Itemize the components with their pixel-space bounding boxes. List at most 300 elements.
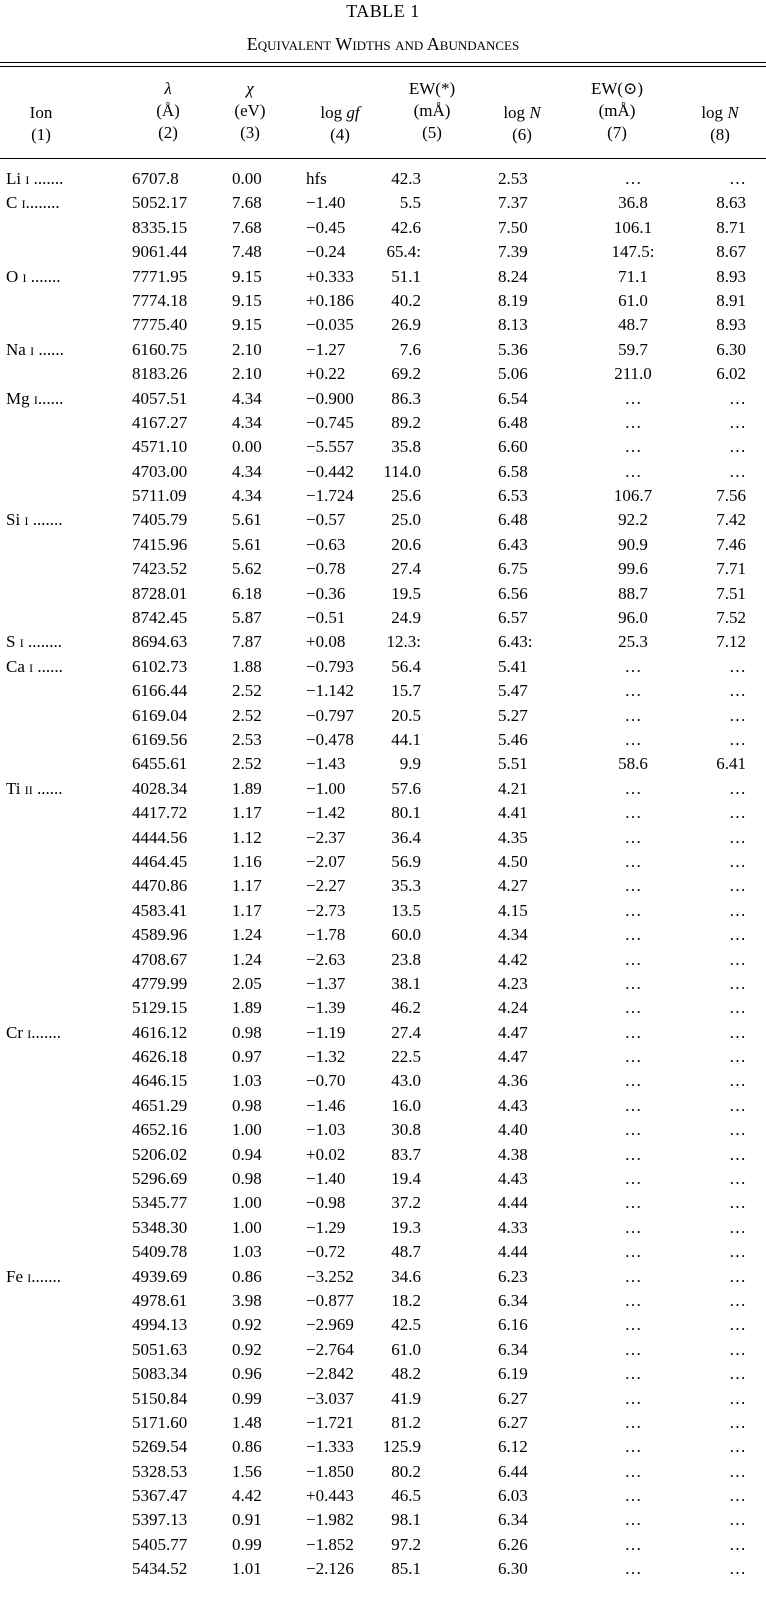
cell-logn-star: 6.19 — [498, 1364, 528, 1384]
cell-logn-sun: 8.67 — [716, 242, 746, 262]
cell-wavelength: 5434.52 — [132, 1559, 188, 1579]
cell-logn-sun: 8.91 — [716, 290, 746, 310]
cell-ew-sun: 147.5: — [611, 242, 655, 262]
cell-loggf: −0.478 — [306, 729, 354, 749]
cell-ew-sun: … — [624, 1242, 642, 1262]
cell-ew-sun: 106.1 — [613, 217, 653, 237]
cell-loggf: hfs — [306, 169, 327, 188]
cell-logn-star: 6.16 — [498, 1315, 528, 1335]
cell-ew-star: 20.5 — [391, 705, 421, 725]
cell-ew-star: 23.8 — [391, 949, 421, 969]
cell-logn-sun: 7.46 — [716, 534, 746, 554]
cell-excitation: 0.91 — [232, 1510, 262, 1530]
cell-logn-sun: … — [729, 1412, 746, 1432]
cell-ew-sun: … — [624, 900, 642, 920]
cell-wavelength: 4626.18 — [132, 1047, 188, 1067]
cell-loggf: −1.982 — [306, 1510, 354, 1530]
cell-excitation: 0.92 — [232, 1339, 262, 1359]
cell-logn-sun: … — [729, 1437, 746, 1457]
cell-ew-star: 22.5 — [391, 1047, 421, 1067]
cell-ew-star: 42.6 — [391, 217, 421, 237]
cell-wavelength: 4646.15 — [132, 1071, 188, 1091]
col-header-chi-unit: (eV) — [234, 101, 266, 120]
cell-wavelength: 4779.99 — [132, 973, 188, 993]
cell-excitation: 1.24 — [232, 925, 262, 945]
cell-wavelength: 4651.29 — [132, 1095, 188, 1115]
cell-ew-star: 61.0 — [391, 1339, 421, 1359]
cell-logn-star: 4.44 — [498, 1193, 528, 1213]
cell-ew-star: 42.5 — [391, 1315, 421, 1335]
col-header-lambda-symbol: λ — [164, 79, 172, 98]
cell-excitation: 1.01 — [232, 1559, 262, 1579]
cell-wavelength: 4994.13 — [132, 1315, 188, 1335]
cell-logn-sun: 7.56 — [716, 486, 746, 506]
cell-logn-star: 5.46 — [498, 729, 528, 749]
table-row — [0, 728, 766, 752]
cell-wavelength: 4708.67 — [132, 949, 188, 969]
cell-ew-sun: 58.6 — [618, 754, 648, 774]
cell-ew-sun: … — [624, 1437, 642, 1457]
table-row — [0, 1045, 766, 1069]
cell-ew-sun: … — [624, 1169, 642, 1189]
cell-wavelength: 4057.51 — [132, 388, 188, 408]
cell-logn-star: 7.39 — [498, 242, 528, 262]
cell-ew-star: 46.5 — [391, 1486, 421, 1506]
cell-excitation: 1.12 — [232, 827, 262, 847]
cell-loggf: +0.08 — [306, 632, 346, 652]
cell-logn-star: 6.48 — [498, 412, 528, 432]
cell-loggf: −0.98 — [306, 1193, 346, 1213]
cell-logn-star: 6.54 — [498, 388, 528, 408]
cell-ew-sun: … — [624, 973, 642, 993]
cell-ew-star: 40.2 — [391, 290, 421, 310]
cell-ew-sun: … — [624, 437, 642, 457]
cell-loggf: +0.443 — [306, 1486, 354, 1506]
cell-ew-sun: … — [624, 778, 642, 798]
cell-excitation: 4.42 — [232, 1486, 262, 1506]
cell-loggf: −1.42 — [306, 803, 346, 823]
cell-ew-star: 125.9 — [382, 1437, 421, 1457]
cell-logn-star: 7.50 — [498, 217, 528, 237]
cell-excitation: 0.98 — [232, 1095, 262, 1115]
cell-excitation: 2.05 — [232, 973, 262, 993]
cell-logn-star: 4.21 — [498, 778, 528, 798]
cell-wavelength: 4583.41 — [132, 900, 188, 920]
cell-ew-sun: … — [624, 1120, 642, 1140]
col-header-ew-sun-number: (7) — [607, 123, 627, 142]
cell-ew-star: 57.6 — [391, 778, 421, 798]
table-row — [0, 313, 766, 337]
cell-excitation: 1.56 — [232, 1461, 262, 1481]
cell-logn-star: 4.47 — [498, 1022, 528, 1042]
cell-loggf: −2.37 — [306, 827, 346, 847]
cell-wavelength: 7774.18 — [132, 290, 188, 310]
table-row — [0, 265, 766, 289]
cell-ew-sun: … — [624, 851, 642, 871]
cell-excitation: 5.61 — [232, 534, 262, 554]
cell-ew-sun: … — [624, 1461, 642, 1481]
cell-excitation: 0.98 — [232, 1169, 262, 1189]
cell-ew-sun: … — [624, 1388, 642, 1408]
table-row — [0, 1313, 766, 1337]
cell-logn-sun: … — [729, 1193, 746, 1213]
cell-ew-sun: 90.9 — [618, 534, 648, 554]
cell-wavelength: 5409.78 — [132, 1242, 188, 1262]
cell-ew-sun: … — [624, 1290, 642, 1310]
cell-ew-star: 20.6 — [391, 534, 421, 554]
cell-loggf: −1.333 — [306, 1437, 354, 1457]
cell-logn-sun: … — [729, 1315, 746, 1335]
cell-wavelength: 8728.01 — [132, 583, 188, 603]
table-row — [0, 1240, 766, 1264]
cell-ew-star: 9.9 — [399, 754, 421, 774]
cell-logn-sun: … — [729, 437, 746, 457]
cell-wavelength: 8335.15 — [132, 217, 188, 237]
cell-logn-star: 6.27 — [498, 1388, 528, 1408]
table-row — [0, 1069, 766, 1093]
cell-excitation: 4.34 — [232, 461, 262, 481]
cell-wavelength: 5052.17 — [132, 193, 188, 213]
cell-logn-star: 8.19 — [498, 290, 528, 310]
table-row — [0, 508, 766, 532]
cell-loggf: −1.27 — [306, 339, 346, 359]
cell-excitation: 5.61 — [232, 510, 262, 530]
cell-excitation: 2.10 — [232, 364, 262, 384]
cell-wavelength: 5397.13 — [132, 1510, 188, 1530]
cell-excitation: 6.18 — [232, 583, 262, 603]
cell-loggf: −0.57 — [306, 510, 346, 530]
table-row — [0, 679, 766, 703]
cell-excitation: 3.98 — [232, 1290, 262, 1310]
cell-wavelength: 5328.53 — [132, 1461, 188, 1481]
cell-excitation: 0.99 — [232, 1388, 262, 1408]
cell-ew-sun: 92.2 — [618, 510, 648, 530]
cell-wavelength: 4470.86 — [132, 876, 188, 896]
cell-loggf: −1.32 — [306, 1047, 346, 1067]
table-row — [0, 1265, 766, 1289]
cell-loggf: −1.46 — [306, 1095, 346, 1115]
col-header-ion — [6, 102, 76, 146]
col-header-chi-number: (3) — [240, 123, 260, 142]
cell-logn-star: 6.27 — [498, 1412, 528, 1432]
cell-wavelength: 4444.56 — [132, 827, 188, 847]
cell-ew-sun: … — [624, 1412, 642, 1432]
cell-ew-star: 48.2 — [391, 1364, 421, 1384]
cell-excitation: 0.96 — [232, 1364, 262, 1384]
table-title: TABLE 1 — [346, 1, 420, 21]
cell-logn-sun: … — [729, 1388, 746, 1408]
cell-logn-sun: … — [729, 1510, 746, 1530]
cell-logn-sun: 7.52 — [716, 608, 746, 628]
cell-excitation: 1.89 — [232, 998, 262, 1018]
table-row — [0, 289, 766, 313]
cell-logn-star: 6.34 — [498, 1510, 528, 1530]
cell-logn-star: 4.34 — [498, 925, 528, 945]
cell-loggf: −0.72 — [306, 1242, 346, 1262]
cell-wavelength: 6169.04 — [132, 705, 188, 725]
cell-wavelength: 5150.84 — [132, 1388, 188, 1408]
cell-wavelength: 5367.47 — [132, 1486, 188, 1506]
cell-ew-sun: … — [624, 876, 642, 896]
cell-excitation: 9.15 — [232, 290, 262, 310]
cell-loggf: −0.035 — [306, 315, 354, 335]
cell-ew-sun: … — [624, 1534, 642, 1554]
cell-logn-sun: … — [729, 803, 746, 823]
cell-wavelength: 4589.96 — [132, 925, 188, 945]
cell-ew-star: 26.9 — [391, 315, 421, 335]
cell-logn-star: 6.57 — [498, 608, 528, 628]
table-row — [0, 606, 766, 630]
table-row — [0, 1435, 766, 1459]
cell-loggf: −0.797 — [306, 705, 354, 725]
cell-logn-sun: … — [729, 925, 746, 945]
cell-wavelength: 5171.60 — [132, 1412, 188, 1432]
cell-excitation: 1.17 — [232, 900, 262, 920]
col-header-lambda-unit: (Å) — [156, 101, 180, 120]
cell-logn-sun: 8.71 — [716, 217, 746, 237]
cell-excitation: 5.87 — [232, 608, 262, 628]
cell-logn-sun: … — [729, 1120, 746, 1140]
cell-loggf: −0.24 — [306, 242, 346, 262]
cell-ew-sun: … — [624, 705, 642, 725]
cell-ew-sun: 88.7 — [618, 583, 648, 603]
cell-ew-sun: … — [624, 925, 642, 945]
cell-logn-sun: … — [729, 1022, 746, 1042]
cell-ew-star: 56.9 — [391, 851, 421, 871]
cell-loggf: −1.37 — [306, 973, 346, 993]
cell-logn-star: 5.27 — [498, 705, 528, 725]
cell-ion: Li i ....... — [6, 169, 64, 188]
cell-logn-sun: … — [729, 900, 746, 920]
table-row — [0, 948, 766, 972]
cell-logn-sun: 6.02 — [716, 364, 746, 384]
cell-ew-sun: … — [624, 1022, 642, 1042]
cell-ew-sun: … — [624, 656, 642, 676]
cell-logn-sun: … — [729, 388, 746, 408]
cell-wavelength: 7415.96 — [132, 534, 188, 554]
cell-wavelength: 4652.16 — [132, 1120, 188, 1140]
table-row — [0, 411, 766, 435]
col-header-loggf-label: log gf — [320, 103, 360, 122]
table-row — [0, 655, 766, 679]
cell-excitation: 0.86 — [232, 1266, 262, 1286]
cell-ew-sun: … — [624, 949, 642, 969]
cell-loggf: −2.842 — [306, 1364, 354, 1384]
cell-ew-sun: … — [624, 1339, 642, 1359]
cell-logn-star: 6.58 — [498, 461, 528, 481]
table-row — [0, 1387, 766, 1411]
table-row — [0, 1460, 766, 1484]
cell-logn-sun: … — [729, 705, 746, 725]
cell-loggf: −5.557 — [306, 437, 354, 457]
cell-ew-sun: 61.0 — [618, 290, 648, 310]
cell-loggf: −1.721 — [306, 1412, 354, 1432]
cell-excitation: 4.34 — [232, 486, 262, 506]
cell-loggf: −1.78 — [306, 925, 346, 945]
table-row — [0, 1508, 766, 1532]
table-row — [0, 1094, 766, 1118]
cell-logn-star: 6.34 — [498, 1339, 528, 1359]
cell-ew-star: 18.2 — [391, 1290, 421, 1310]
cell-ion: S i ........ — [6, 632, 62, 652]
cell-logn-sun: 8.93 — [716, 266, 746, 286]
cell-loggf: −1.39 — [306, 998, 346, 1018]
table-row — [0, 435, 766, 459]
cell-logn-sun: … — [729, 1339, 746, 1359]
table-row — [0, 191, 766, 215]
cell-logn-star: 4.43 — [498, 1169, 528, 1189]
header-top-rule — [0, 62, 766, 63]
cell-excitation: 7.48 — [232, 242, 262, 262]
cell-loggf: −0.442 — [306, 461, 354, 481]
cell-wavelength: 4703.00 — [132, 461, 188, 481]
cell-loggf: −2.764 — [306, 1339, 354, 1359]
cell-ew-sun: 36.8 — [618, 193, 648, 213]
cell-logn-star: 6.44 — [498, 1461, 528, 1481]
cell-wavelength: 5348.30 — [132, 1217, 188, 1237]
cell-logn-sun: … — [729, 998, 746, 1018]
cell-ew-star: 38.1 — [391, 973, 421, 993]
cell-wavelength: 6455.61 — [132, 754, 188, 774]
table-row — [0, 338, 766, 362]
cell-ew-star: 56.4 — [391, 656, 421, 676]
cell-logn-sun: … — [729, 1486, 746, 1506]
cell-wavelength: 7405.79 — [132, 510, 188, 530]
table-row — [0, 484, 766, 508]
cell-loggf: −1.142 — [306, 681, 354, 701]
cell-logn-sun: … — [729, 876, 746, 896]
cell-loggf: −1.00 — [306, 778, 346, 798]
cell-ew-sun: … — [624, 998, 642, 1018]
cell-ew-sun: … — [624, 803, 642, 823]
table-row — [0, 801, 766, 825]
cell-logn-sun: … — [729, 1534, 746, 1554]
cell-logn-sun: … — [729, 681, 746, 701]
cell-excitation: 2.52 — [232, 754, 262, 774]
cell-logn-star: 4.41 — [498, 803, 528, 823]
cell-logn-star: 6.48 — [498, 510, 528, 530]
cell-excitation: 1.00 — [232, 1217, 262, 1237]
col-header-lambda-number: (2) — [158, 123, 178, 142]
cell-ew-star: 44.1 — [391, 729, 421, 749]
col-header-ew-star-number: (5) — [422, 123, 442, 142]
cell-logn-star: 4.43 — [498, 1095, 528, 1115]
cell-logn-sun: … — [729, 827, 746, 847]
cell-loggf: −0.36 — [306, 583, 346, 603]
cell-loggf: −1.43 — [306, 754, 346, 774]
cell-excitation: 1.48 — [232, 1412, 262, 1432]
cell-loggf: −0.78 — [306, 559, 346, 579]
cell-ew-sun: … — [624, 461, 642, 481]
table-row — [0, 1411, 766, 1435]
cell-wavelength: 5711.09 — [132, 486, 187, 506]
cell-ew-star: 36.4 — [391, 827, 421, 847]
col-header-logn-sun-label: log N — [701, 103, 739, 122]
cell-wavelength: 5206.02 — [132, 1144, 188, 1164]
cell-ew-star: 35.8 — [391, 437, 421, 457]
cell-wavelength: 4978.61 — [132, 1290, 188, 1310]
cell-ew-sun: … — [624, 1510, 642, 1530]
cell-wavelength: 5051.63 — [132, 1339, 188, 1359]
cell-ion: Mg i...... — [6, 388, 64, 408]
cell-ew-star: 19.4 — [391, 1169, 421, 1189]
cell-loggf: −1.03 — [306, 1120, 346, 1140]
cell-ew-star: 46.2 — [391, 998, 421, 1018]
cell-loggf: −1.40 — [306, 193, 346, 213]
cell-excitation: 1.89 — [232, 778, 262, 798]
cell-excitation: 0.98 — [232, 1022, 262, 1042]
cell-logn-star: 4.24 — [498, 998, 528, 1018]
cell-loggf: −1.40 — [306, 1169, 346, 1189]
cell-ew-star: 25.0 — [391, 510, 421, 530]
cell-ion: Fe i....... — [6, 1266, 61, 1286]
cell-wavelength: 4167.27 — [132, 412, 188, 432]
cell-logn-star: 4.40 — [498, 1120, 528, 1140]
table-row — [0, 899, 766, 923]
cell-ew-star: 86.3 — [391, 388, 421, 408]
cell-excitation: 2.52 — [232, 705, 262, 725]
cell-ew-sun: … — [624, 1266, 642, 1286]
cell-logn-star: 6.43: — [498, 632, 533, 652]
cell-ew-star: 51.1 — [391, 266, 421, 286]
cell-ew-sun: … — [624, 1486, 642, 1506]
cell-loggf: +0.333 — [306, 266, 354, 286]
cell-logn-star: 4.27 — [498, 876, 528, 896]
cell-logn-star: 5.06 — [498, 364, 528, 384]
cell-logn-star: 4.15 — [498, 900, 528, 920]
cell-ew-star: 42.3 — [391, 169, 421, 188]
table-row — [0, 557, 766, 581]
cell-wavelength: 6707.8 — [132, 169, 179, 188]
cell-logn-star: 6.43 — [498, 534, 528, 554]
cell-wavelength: 6166.44 — [132, 681, 188, 701]
table-row — [0, 1191, 766, 1215]
cell-ion: Ca i ...... — [6, 656, 63, 676]
cell-wavelength: 5345.77 — [132, 1193, 188, 1213]
cell-logn-sun: … — [729, 169, 746, 188]
table-row — [0, 1143, 766, 1167]
cell-logn-sun: … — [729, 1144, 746, 1164]
cell-ew-star: 7.6 — [399, 339, 421, 359]
col-header-chi — [218, 78, 282, 144]
cell-excitation: 0.00 — [232, 437, 262, 457]
cell-loggf: −2.969 — [306, 1315, 354, 1335]
cell-ew-sun: … — [624, 827, 642, 847]
table-row — [0, 1167, 766, 1191]
cell-wavelength: 4571.10 — [132, 437, 188, 457]
cell-ew-sun: … — [624, 1559, 642, 1579]
cell-logn-sun: 6.30 — [716, 339, 746, 359]
header-bottom-rule — [0, 158, 766, 159]
cell-ion: Si i ....... — [6, 510, 63, 530]
cell-ion: Ti ii ...... — [6, 778, 63, 798]
cell-ew-star: 19.3 — [391, 1217, 421, 1237]
table-body — [0, 167, 766, 1582]
cell-excitation: 2.10 — [232, 339, 262, 359]
cell-ew-star: 30.8 — [391, 1120, 421, 1140]
cell-logn-sun: … — [729, 656, 746, 676]
cell-loggf: −0.745 — [306, 412, 354, 432]
cell-excitation: 2.52 — [232, 681, 262, 701]
cell-logn-star: 5.36 — [498, 339, 528, 359]
cell-wavelength: 7771.95 — [132, 266, 188, 286]
cell-ew-sun: … — [624, 681, 642, 701]
cell-logn-sun: … — [729, 949, 746, 969]
cell-excitation: 0.99 — [232, 1534, 262, 1554]
cell-excitation: 7.68 — [232, 217, 262, 237]
cell-excitation: 1.16 — [232, 851, 262, 871]
col-header-logn-sun-number: (8) — [710, 125, 730, 144]
